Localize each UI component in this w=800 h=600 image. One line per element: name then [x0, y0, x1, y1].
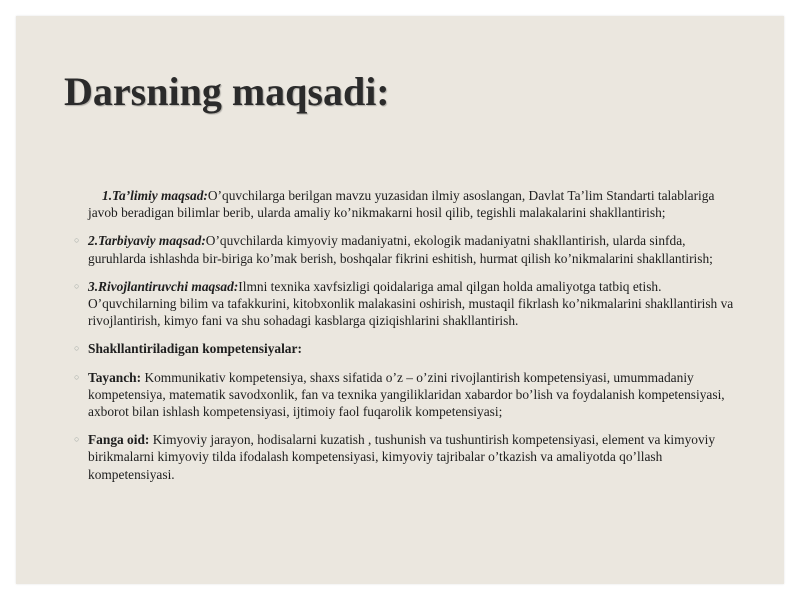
slide-body [72, 187, 737, 494]
paragraph-rivojlantiruvchi-maqsad [72, 278, 737, 330]
paragraph-label: Shakllantiriladigan kompetensiyalar: [88, 341, 302, 357]
paragraph-label: 3.Rivojlantiruvchi maqsad: [88, 278, 239, 294]
slide-title: Darsning maqsadi: [64, 69, 390, 114]
paragraph-talimiy-maqsad [72, 187, 737, 221]
paragraph-label: Fanga oid: [88, 432, 150, 448]
paragraph-tayanch [72, 369, 737, 421]
paragraph-fanga-oid [72, 431, 737, 483]
bullet-icon: ○ [74, 280, 80, 291]
bullet-icon: ○ [74, 343, 80, 354]
bullet-icon: ○ [74, 434, 80, 445]
slide [16, 16, 784, 584]
paragraph-tarbiyaviy-maqsad [72, 232, 737, 266]
paragraph-label: 2.Tarbiyaviy maqsad: [88, 233, 206, 249]
paragraph-text: O’quvchilarda kimyoviy madaniyatni, ekologik madaniyatni shakllantirish, ularda sinfda, guruhlarda ishlashda bir-biriga ko’mak berish, boshqalar fikrini eshitish, hurmat qilish ko’nikmalarini shakllantirish; [88, 233, 713, 266]
paragraph-text: Ilmni texnika xavfsizligi qoidalariga amal qilgan holda amaliyotga tatbiq etish. O’quvchilarning bilim va tafakkurini, kitobxonlik malakasini oshirish, mustaqil fikrlash ko’nikmalarini shakllantirish va rivojlantirish, kimyo fani va shu sohadagi kasblarga qiziqishlarini shakllantirish. [88, 278, 734, 329]
bullet-icon: ○ [74, 371, 80, 382]
paragraph-label: Tayanch: [88, 369, 142, 385]
bullet-icon: ○ [74, 235, 80, 246]
paragraph-kompetensiyalar-heading [72, 340, 737, 357]
paragraph-label: 1.Ta’limiy maqsad: [102, 188, 208, 203]
paragraph-text: Kommunikativ kompetensiya, shaxs sifatida o’z – o’zini rivojlantirish kompetensiyasi, umummadaniy kompetensiya, matematik savodxonlik, fan va texnika yangiliklaridan xabardor bo’lish va foydalanish kompetensiyasi, axborot bilan ishlash kompetensiyasi, ijtimoiy faol fuqarolik kompetensiyasi; [88, 369, 725, 420]
paragraph-text: O’quvchilarga berilgan mavzu yuzasidan ilmiy asoslangan, Davlat Ta’lim Standarti talablariga javob beradigan bilimlar berib, ularda amaliy ko’nikmakarni hosil qilib, tegishli malakalarini shakllantirish; [88, 188, 715, 221]
paragraph-text: Kimyoviy jarayon, hodisalarni kuzatish , tushunish va tushuntirish kompetensiyasi, element va kimyoviy birikmalarni kimyoviy tilda ifodalash kompetensiyasi, kimyoviy tajribalar o’tkazish va amaliyotda qo’llash kompetensiyasi. [88, 432, 716, 482]
